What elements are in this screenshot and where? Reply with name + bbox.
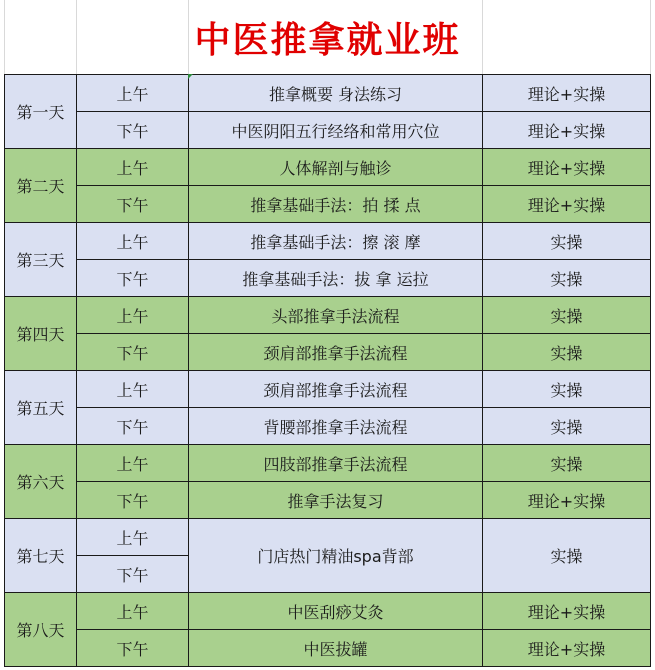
day-cell: 第三天 (5, 223, 77, 297)
period-cell: 上午 (77, 593, 189, 630)
table-row (5, 260, 651, 297)
day-cell: 第六天 (5, 445, 77, 519)
period-cell: 下午 (77, 408, 189, 445)
day-cell: 第一天 (5, 75, 77, 149)
period-cell: 下午 (77, 260, 189, 297)
content-cell: 颈肩部推拿手法流程 (189, 334, 483, 371)
table-row (5, 334, 651, 371)
day-cell: 第二天 (5, 149, 77, 223)
type-cell: 实操 (483, 371, 651, 408)
type-cell: 实操 (483, 334, 651, 371)
type-cell: 理论+实操 (483, 112, 651, 149)
type-cell: 理论+实操 (483, 630, 651, 667)
table-row (5, 482, 651, 519)
period-cell: 上午 (77, 519, 189, 556)
content-cell: 推拿基础手法：拍 揉 点 (189, 186, 483, 223)
content-cell: 人体解剖与触诊 (189, 149, 483, 186)
content-cell: 门店热门精油spa背部 (189, 519, 483, 593)
type-cell: 理论+实操 (483, 482, 651, 519)
table-row (5, 186, 651, 223)
content-cell: 头部推拿手法流程 (189, 297, 483, 334)
table-row (5, 149, 651, 186)
content-cell: 推拿手法复习 (189, 482, 483, 519)
content-cell: 中医阴阳五行经络和常用穴位 (189, 112, 483, 149)
type-cell: 实操 (483, 445, 651, 482)
period-cell: 下午 (77, 334, 189, 371)
schedule-table (4, 74, 651, 667)
type-cell: 实操 (483, 223, 651, 260)
day-cell: 第四天 (5, 297, 77, 371)
table-row (5, 593, 651, 630)
period-cell: 上午 (77, 445, 189, 482)
period-cell: 上午 (77, 75, 189, 112)
type-cell: 实操 (483, 519, 651, 593)
day-cell: 第七天 (5, 519, 77, 593)
content-cell: 颈肩部推拿手法流程 (189, 371, 483, 408)
page-title: 中医推拿就业班 (194, 18, 461, 61)
content-cell: 推拿基础手法：擦 滚 摩 (189, 223, 483, 260)
period-cell: 上午 (77, 297, 189, 334)
type-cell: 理论+实操 (483, 149, 651, 186)
period-cell: 上午 (77, 223, 189, 260)
table-row (5, 297, 651, 334)
period-cell: 上午 (77, 149, 189, 186)
table-row (5, 630, 651, 667)
period-cell: 下午 (77, 186, 189, 223)
content-cell: 推拿基础手法：拔 拿 运拉 (189, 260, 483, 297)
content-cell: 中医刮痧艾灸 (189, 593, 483, 630)
type-cell: 理论+实操 (483, 593, 651, 630)
period-cell: 下午 (77, 556, 189, 593)
table-row (5, 408, 651, 445)
type-cell: 实操 (483, 297, 651, 334)
cell-marker-icon (188, 74, 193, 79)
period-cell: 下午 (77, 630, 189, 667)
period-cell: 下午 (77, 482, 189, 519)
type-cell: 理论+实操 (483, 186, 651, 223)
table-row (5, 112, 651, 149)
type-cell: 理论+实操 (483, 75, 651, 112)
content-cell: 背腰部推拿手法流程 (189, 408, 483, 445)
day-cell: 第八天 (5, 593, 77, 667)
table-row (5, 371, 651, 408)
table-row (5, 223, 651, 260)
day-cell: 第五天 (5, 371, 77, 445)
content-cell: 中医拔罐 (189, 630, 483, 667)
table-row (5, 445, 651, 482)
period-cell: 下午 (77, 112, 189, 149)
table-row (5, 75, 651, 112)
table-row (5, 519, 651, 556)
period-cell: 上午 (77, 371, 189, 408)
type-cell: 实操 (483, 408, 651, 445)
content-cell: 四肢部推拿手法流程 (189, 445, 483, 482)
type-cell: 实操 (483, 260, 651, 297)
content-cell: 推拿概要 身法练习 (189, 75, 483, 112)
